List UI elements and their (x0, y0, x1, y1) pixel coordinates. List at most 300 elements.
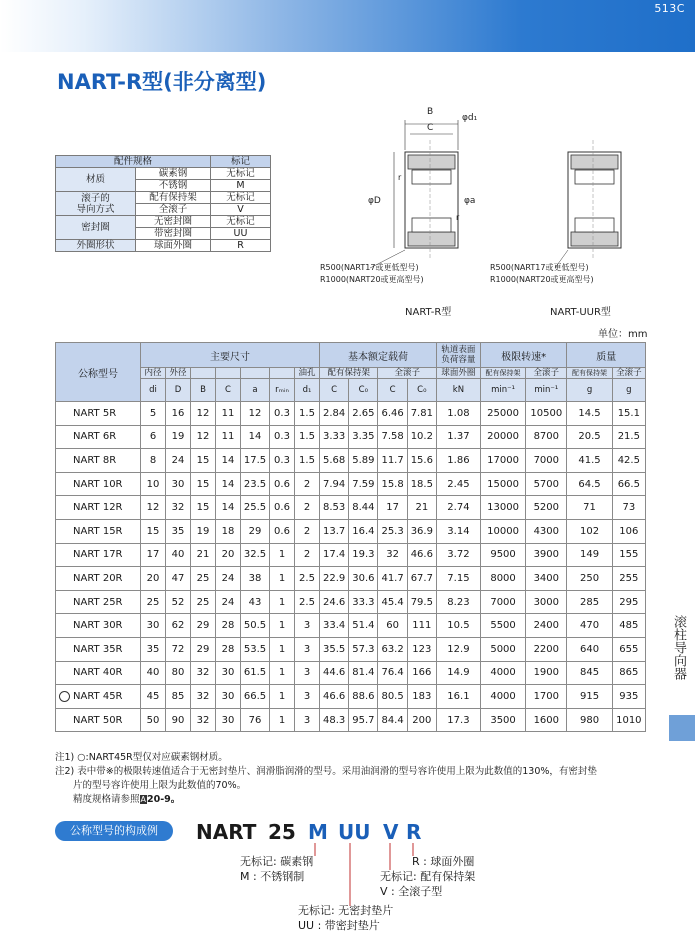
value-cell: 50.5 (241, 614, 270, 638)
value-cell: 166 (407, 661, 436, 685)
explain-material-1: 无标记: 碳素钢 (240, 855, 314, 868)
value-cell: 32.5 (241, 543, 270, 567)
value-cell: 71 (567, 496, 612, 520)
value-cell: 4300 (526, 519, 567, 543)
value-cell: 2400 (526, 614, 567, 638)
code-part-r: R (406, 820, 422, 844)
table-row (56, 472, 646, 496)
value-cell: 10 (141, 472, 166, 496)
value-cell: 8 (141, 449, 166, 473)
value-cell: 24 (166, 449, 191, 473)
value-cell: 38 (241, 567, 270, 591)
value-cell: 41.7 (378, 567, 407, 591)
value-cell: 295 (612, 590, 645, 614)
value-cell: 2200 (526, 637, 567, 661)
value-cell: 1 (270, 543, 295, 567)
header-full: 全滚子 (378, 368, 436, 379)
value-cell: 16.1 (436, 685, 480, 709)
value-cell: 14.5 (567, 402, 612, 426)
value-cell: 88.6 (349, 685, 378, 709)
value-cell: 3500 (480, 708, 525, 732)
code-part-v: V (383, 820, 399, 844)
header-blank (191, 368, 216, 379)
note-2a: 注2) 表中带※的极限转速值适合于无密封垫片、润滑脂润滑的型号。采用油润滑的型号容许使用上限为此数值的130%，有密封垫 (55, 766, 597, 777)
header-symbol: C (320, 379, 349, 402)
value-cell: 18 (216, 519, 241, 543)
value-cell: 2.45 (436, 472, 480, 496)
explain-material (240, 854, 313, 884)
value-cell: 25 (191, 567, 216, 591)
header-symbol: di (141, 379, 166, 402)
header-symbol: B (191, 379, 216, 402)
value-cell: 19 (191, 519, 216, 543)
value-cell: 0.3 (270, 402, 295, 426)
value-cell: 30 (166, 472, 191, 496)
value-cell: 980 (567, 708, 612, 732)
value-cell: 6.46 (378, 402, 407, 426)
code-part-nart: NART (196, 820, 257, 844)
value-cell: 63.2 (378, 637, 407, 661)
spec-mark: 无标记 (211, 168, 271, 180)
value-cell: 13000 (480, 496, 525, 520)
bearing-uur-drawing (490, 140, 621, 318)
header-symbol: C₀ (349, 379, 378, 402)
code-part-size: 25 (268, 820, 296, 844)
value-cell: 7.58 (378, 425, 407, 449)
value-cell: 7000 (480, 590, 525, 614)
value-cell: 2 (295, 472, 320, 496)
value-cell: 60 (378, 614, 407, 638)
header-dims: 主要尺寸 (141, 343, 320, 368)
side-label: 滚柱导向器 (671, 615, 686, 680)
note-left-2: R1000(NART20或更高型号) (320, 275, 424, 284)
value-cell: 81.4 (349, 661, 378, 685)
value-cell: 102 (567, 519, 612, 543)
value-cell: 3900 (526, 543, 567, 567)
value-cell: 7.59 (349, 472, 378, 496)
table-row (56, 661, 646, 685)
value-cell: 76.4 (378, 661, 407, 685)
label-a: φa (464, 196, 476, 206)
value-cell: 15 (191, 496, 216, 520)
spec-mark: M (211, 180, 271, 192)
value-cell: 485 (612, 614, 645, 638)
note-3 (55, 793, 655, 807)
value-cell: 5.89 (349, 449, 378, 473)
explain-uu (298, 903, 393, 933)
value-cell: 123 (407, 637, 436, 661)
value-cell: 19 (166, 425, 191, 449)
value-cell: 15 (191, 472, 216, 496)
value-cell: 1.5 (295, 402, 320, 426)
note-right-2: R1000(NART20或更高型号) (490, 275, 594, 284)
header-symbol: min⁻¹ (526, 379, 567, 402)
value-cell: 13.7 (320, 519, 349, 543)
value-cell: 0.6 (270, 519, 295, 543)
table-row (56, 685, 646, 709)
spec-group-outer: 外圈形状 (56, 240, 136, 252)
model-cell: NART 50R (56, 708, 141, 732)
value-cell: 16.4 (349, 519, 378, 543)
table-row (56, 708, 646, 732)
value-cell: 5500 (480, 614, 525, 638)
value-cell: 3 (295, 637, 320, 661)
value-cell: 5.68 (320, 449, 349, 473)
explain-v-2: V : 全滚子型 (380, 885, 443, 898)
header-symbol: rₘᵢₙ (270, 379, 295, 402)
value-cell: 14 (216, 472, 241, 496)
value-cell: 66.5 (612, 472, 645, 496)
value-cell: 2.5 (295, 590, 320, 614)
unit-label: 单位：mm (598, 329, 648, 340)
model-cell: NART 40R (56, 661, 141, 685)
value-cell: 33.4 (320, 614, 349, 638)
table-row (56, 637, 646, 661)
value-cell: 57.3 (349, 637, 378, 661)
value-cell: 12 (191, 402, 216, 426)
value-cell: 32 (191, 685, 216, 709)
value-cell: 84.4 (378, 708, 407, 732)
table-row (56, 519, 646, 543)
label-r2: r (456, 213, 460, 222)
explain-v (380, 869, 475, 899)
caption-right: NART-UUR型 (550, 307, 611, 318)
value-cell: 10.2 (407, 425, 436, 449)
value-cell: 2.74 (436, 496, 480, 520)
value-cell: 17 (141, 543, 166, 567)
value-cell: 0.6 (270, 472, 295, 496)
value-cell: 1.5 (295, 449, 320, 473)
caption-left: NART-R型 (405, 307, 452, 318)
value-cell: 4000 (480, 661, 525, 685)
table-row (56, 567, 646, 591)
value-cell: 3000 (526, 590, 567, 614)
code-part-uu: UU (338, 820, 371, 844)
value-cell: 24 (216, 590, 241, 614)
value-cell: 36.9 (407, 519, 436, 543)
header-speed-cage: 配有保持架 (480, 368, 525, 379)
value-cell: 15.6 (407, 449, 436, 473)
code-example-badge: 公称型号的构成例 (55, 821, 173, 841)
value-cell: 25 (191, 590, 216, 614)
header-cage: 配有保持架 (320, 368, 378, 379)
value-cell: 640 (567, 637, 612, 661)
note-left-1: R500(NART17或更低型号) (320, 263, 419, 272)
code-part-m: M (308, 820, 328, 844)
value-cell: 46.6 (407, 543, 436, 567)
value-cell: 11.7 (378, 449, 407, 473)
spec-group-guide (56, 192, 136, 216)
value-cell: 1010 (612, 708, 645, 732)
spec-item: 全滚子 (136, 204, 211, 216)
header-symbol-row (56, 379, 646, 402)
value-cell: 18.5 (407, 472, 436, 496)
spec-item: 球面外圈 (136, 240, 211, 252)
header-inner: 内径 (141, 368, 166, 379)
value-cell: 3.72 (436, 543, 480, 567)
value-cell: 32 (166, 496, 191, 520)
model-cell: NART 20R (56, 567, 141, 591)
table-row (56, 449, 646, 473)
value-cell: 155 (612, 543, 645, 567)
header-blank (270, 368, 295, 379)
model-cell: NART 5R (56, 402, 141, 426)
value-cell: 41.5 (567, 449, 612, 473)
value-cell: 1700 (526, 685, 567, 709)
table-row (56, 425, 646, 449)
value-cell: 5 (141, 402, 166, 426)
value-cell: 655 (612, 637, 645, 661)
model-cell: NART 45R (56, 685, 141, 709)
value-cell: 52 (166, 590, 191, 614)
value-cell: 0.6 (270, 496, 295, 520)
explain-uu-1: 无标记: 无密封垫片 (298, 904, 394, 917)
value-cell: 10000 (480, 519, 525, 543)
header-mass-cage: 配有保持架 (567, 368, 612, 379)
explain-v-1: 无标记: 配有保持架 (380, 870, 476, 883)
value-cell: 53.5 (241, 637, 270, 661)
value-cell: 21.5 (612, 425, 645, 449)
table-row (56, 614, 646, 638)
value-cell: 2.65 (349, 402, 378, 426)
value-cell: 8.44 (349, 496, 378, 520)
value-cell: 32 (191, 708, 216, 732)
table-row (56, 543, 646, 567)
header-symbol: C (216, 379, 241, 402)
label-b: B (427, 107, 434, 117)
header-outer: 外径 (166, 368, 191, 379)
value-cell: 14 (216, 496, 241, 520)
model-cell: NART 6R (56, 425, 141, 449)
value-cell: 32 (378, 543, 407, 567)
value-cell: 183 (407, 685, 436, 709)
value-cell: 48.3 (320, 708, 349, 732)
value-cell: 3 (295, 661, 320, 685)
value-cell: 3.35 (349, 425, 378, 449)
value-cell: 29 (241, 519, 270, 543)
side-tab-block (669, 715, 695, 741)
bearing-r-drawing (320, 107, 478, 318)
table-row (56, 496, 646, 520)
value-cell: 67.7 (407, 567, 436, 591)
header-blank (216, 368, 241, 379)
value-cell: 2 (295, 496, 320, 520)
value-cell: 24.6 (320, 590, 349, 614)
header-model: 公称型号 (56, 343, 141, 402)
value-cell: 20.5 (567, 425, 612, 449)
carbon-only-circle-icon (59, 691, 70, 702)
spec-mark: V (211, 204, 271, 216)
value-cell: 5000 (480, 637, 525, 661)
value-cell: 30.6 (349, 567, 378, 591)
value-cell: 1600 (526, 708, 567, 732)
model-cell: NART 25R (56, 590, 141, 614)
value-cell: 51.4 (349, 614, 378, 638)
bearing-diagram (300, 100, 670, 325)
value-cell: 0.3 (270, 425, 295, 449)
header-track-2: 负荷容量 (441, 355, 476, 365)
value-cell: 2 (295, 543, 320, 567)
spec-header-mark: 标记 (211, 156, 271, 168)
model-cell: NART 35R (56, 637, 141, 661)
value-cell: 20000 (480, 425, 525, 449)
value-cell: 14.9 (436, 661, 480, 685)
value-cell: 1 (270, 590, 295, 614)
value-cell: 46.6 (320, 685, 349, 709)
value-cell: 15.1 (612, 402, 645, 426)
value-cell: 1900 (526, 661, 567, 685)
value-cell: 17000 (480, 449, 525, 473)
table-row (56, 590, 646, 614)
value-cell: 25000 (480, 402, 525, 426)
value-cell: 35 (166, 519, 191, 543)
value-cell: 3 (295, 685, 320, 709)
value-cell: 11 (216, 402, 241, 426)
value-cell: 47 (166, 567, 191, 591)
value-cell: 80.5 (378, 685, 407, 709)
value-cell: 23.5 (241, 472, 270, 496)
value-cell: 7.94 (320, 472, 349, 496)
spec-table (55, 155, 271, 252)
value-cell: 1 (270, 637, 295, 661)
header-symbol: min⁻¹ (480, 379, 525, 402)
spec-mark: 无标记 (211, 216, 271, 228)
value-cell: 470 (567, 614, 612, 638)
value-cell: 32 (191, 661, 216, 685)
note-1: 注1) ○:NART45R型仅对应碳素钢材质。 (55, 752, 228, 763)
value-cell: 5200 (526, 496, 567, 520)
header-symbol: C₀ (407, 379, 436, 402)
value-cell: 915 (567, 685, 612, 709)
value-cell: 30 (216, 685, 241, 709)
value-cell: 25.5 (241, 496, 270, 520)
value-cell: 8700 (526, 425, 567, 449)
value-cell: 4000 (480, 685, 525, 709)
value-cell: 85 (166, 685, 191, 709)
value-cell: 1 (270, 685, 295, 709)
value-cell: 1.08 (436, 402, 480, 426)
value-cell: 2.5 (295, 567, 320, 591)
explain-material-2: M : 不锈钢制 (240, 870, 305, 883)
spec-group-guide-2: 导向方式 (76, 203, 115, 215)
value-cell: 3.14 (436, 519, 480, 543)
model-cell: NART 15R (56, 519, 141, 543)
header-symbol: a (241, 379, 270, 402)
value-cell: 14 (216, 449, 241, 473)
header-symbol: d₁ (295, 379, 320, 402)
value-cell: 935 (612, 685, 645, 709)
value-cell: 6 (141, 425, 166, 449)
value-cell: 15.8 (378, 472, 407, 496)
header-symbol: D (166, 379, 191, 402)
value-cell: 35.5 (320, 637, 349, 661)
value-cell: 2 (295, 519, 320, 543)
value-cell: 17.3 (436, 708, 480, 732)
value-cell: 111 (407, 614, 436, 638)
spec-group-seal: 密封圈 (56, 216, 136, 240)
value-cell: 79.5 (407, 590, 436, 614)
header-blank (241, 368, 270, 379)
value-cell: 12.9 (436, 637, 480, 661)
value-cell: 17.4 (320, 543, 349, 567)
value-cell: 7.15 (436, 567, 480, 591)
table-row (56, 402, 646, 426)
value-cell: 8000 (480, 567, 525, 591)
spec-group-material: 材质 (56, 168, 136, 192)
note-3-icon: A (140, 795, 146, 804)
value-cell: 10500 (526, 402, 567, 426)
model-cell: NART 30R (56, 614, 141, 638)
value-cell: 40 (166, 543, 191, 567)
header-oil: 油孔 (295, 368, 320, 379)
value-cell: 73 (612, 496, 645, 520)
value-cell: 42.5 (612, 449, 645, 473)
page-number: 513C (654, 2, 685, 15)
value-cell: 24 (216, 567, 241, 591)
value-cell: 9500 (480, 543, 525, 567)
value-cell: 1.86 (436, 449, 480, 473)
page-title: NART-R型(非分离型) (57, 70, 267, 94)
spec-mark: UU (211, 228, 271, 240)
value-cell: 44.6 (320, 661, 349, 685)
value-cell: 106 (612, 519, 645, 543)
value-cell: 3.33 (320, 425, 349, 449)
value-cell: 17.5 (241, 449, 270, 473)
header-track-1: 轨道表面 (441, 345, 476, 355)
value-cell: 10.5 (436, 614, 480, 638)
spec-item: 带密封圈 (136, 228, 211, 240)
header-symbol: kN (436, 379, 480, 402)
value-cell: 285 (567, 590, 612, 614)
header-spherical: 球面外圈 (436, 368, 480, 379)
value-cell: 250 (567, 567, 612, 591)
value-cell: 61.5 (241, 661, 270, 685)
value-cell: 45.4 (378, 590, 407, 614)
model-cell: NART 10R (56, 472, 141, 496)
spec-item: 不锈钢 (136, 180, 211, 192)
value-cell: 11 (216, 425, 241, 449)
header-mass: 质量 (567, 343, 646, 368)
value-cell: 33.3 (349, 590, 378, 614)
value-cell: 25.3 (378, 519, 407, 543)
header-symbol: C (378, 379, 407, 402)
value-cell: 20 (216, 543, 241, 567)
value-cell: 66.5 (241, 685, 270, 709)
value-cell: 62 (166, 614, 191, 638)
value-cell: 1 (270, 708, 295, 732)
value-cell: 1.37 (436, 425, 480, 449)
value-cell: 29 (191, 637, 216, 661)
model-cell: NART 12R (56, 496, 141, 520)
value-cell: 865 (612, 661, 645, 685)
value-cell: 21 (407, 496, 436, 520)
label-d: φD (368, 196, 381, 206)
value-cell: 16 (166, 402, 191, 426)
value-cell: 1 (270, 661, 295, 685)
note-3c: 20-9。 (147, 794, 181, 805)
value-cell: 3400 (526, 567, 567, 591)
value-cell: 7000 (526, 449, 567, 473)
value-cell: 149 (567, 543, 612, 567)
value-cell: 255 (612, 567, 645, 591)
main-table-body (56, 402, 646, 732)
value-cell: 95.7 (349, 708, 378, 732)
model-cell: NART 8R (56, 449, 141, 473)
value-cell: 3 (295, 708, 320, 732)
value-cell: 2.84 (320, 402, 349, 426)
value-cell: 28 (216, 614, 241, 638)
explain-uu-2: UU : 带密封垫片 (298, 919, 380, 932)
